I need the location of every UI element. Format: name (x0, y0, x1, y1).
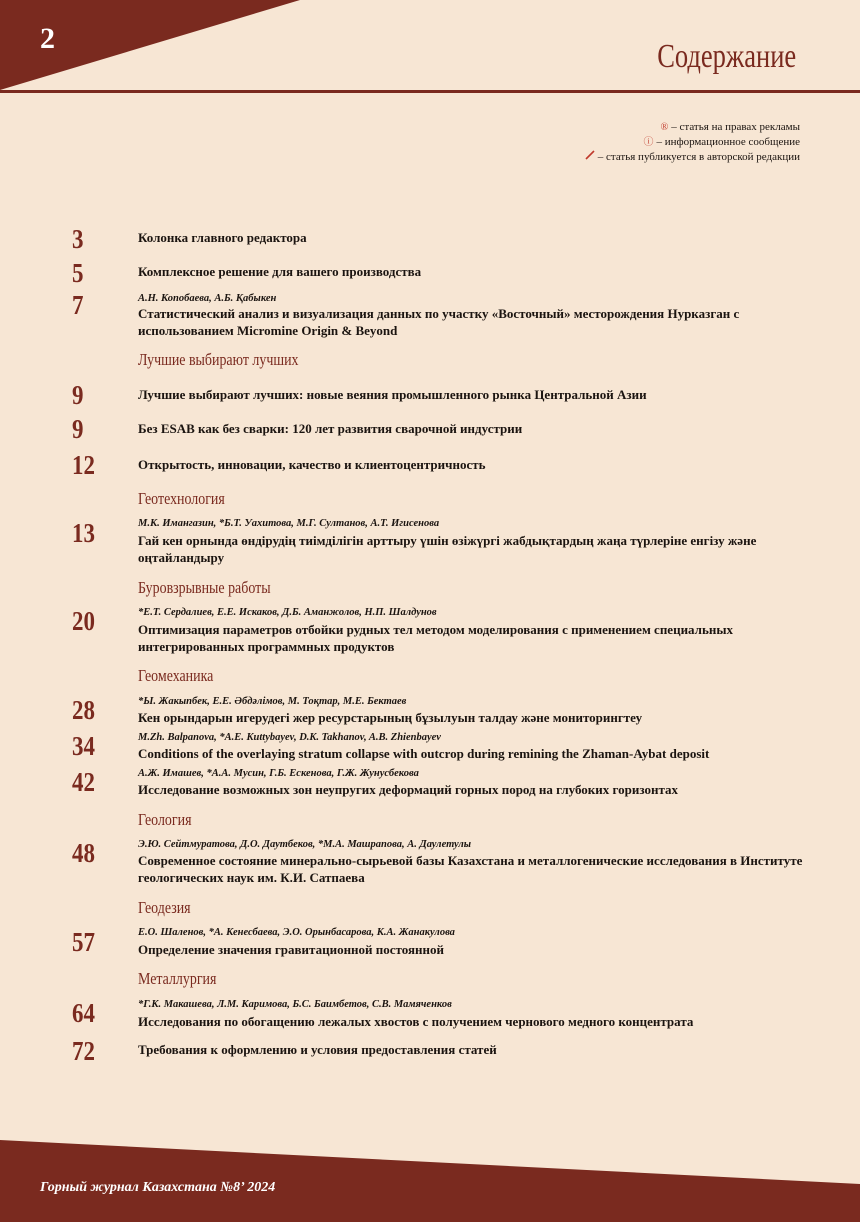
info-icon: ⓘ (643, 137, 654, 148)
toc-page-number: 5 (72, 258, 84, 288)
legend (585, 120, 800, 165)
toc-title[interactable]: Открытость, инновации, качество и клиентоцентричность (138, 457, 486, 472)
toc-title[interactable]: Гай кен орнында өндірудің тиімділігін арттыру үшін өзіжүргі жабдықтардың жаңа түрлеріне енгізу және оңтайландыру (138, 533, 757, 565)
toc-title[interactable]: Лучшие выбирают лучших: новые веяния промышленного рынка Центральной Азии (138, 387, 647, 402)
toc-page-number: 42 (72, 767, 95, 797)
toc-title[interactable]: Определение значения гравитационной постоянной (138, 942, 445, 957)
toc-page-number: 7 (72, 290, 84, 320)
section-heading: Металлургия (138, 969, 217, 988)
toc-authors: Э.Ю. Сейтмуратова, Д.О. Даутбеков, *М.А. Машрапова, А. Даулетулы (138, 839, 472, 850)
pen-icon (585, 150, 595, 160)
toc-authors: M.Zh. Balpanova, *A.E. Kuttybayev, D.K. Takhanov, A.B. Zhienbayev (138, 732, 441, 743)
toc-page-number: 12 (72, 450, 95, 480)
legend-item-author: – статья публикуется в авторской редакции (585, 150, 800, 165)
toc-title[interactable]: Колонка главного редактора (138, 230, 307, 245)
section-heading: Геомеханика (138, 666, 214, 685)
toc-page-number: 13 (72, 518, 95, 548)
toc-title[interactable]: Современное состояние минерально-сырьевой базы Казахстана и металлогенические исследования в Институте геологических наук им. К.И. Сатпаева (138, 853, 803, 885)
footer-journal-title: Горный журнал Казахстана №8’ 2024 (40, 1180, 276, 1195)
toc-title[interactable]: Исследования по обогащению лежалых хвостов с получением чернового медного концентрата (138, 1014, 694, 1029)
toc-page-number: 72 (72, 1036, 95, 1066)
toc-page-number: 9 (72, 414, 84, 444)
toc-page-number: 48 (72, 838, 95, 868)
section-heading: Лучшие выбирают лучших (138, 350, 299, 369)
toc-page-number: 20 (72, 606, 95, 636)
toc-authors: А.Н. Копобаева, А.Б. Қабыкен (138, 293, 277, 304)
section-heading: Геология (138, 810, 192, 829)
legend-item-ad: ® – статья на правах рекламы (660, 121, 800, 133)
toc-title[interactable]: Исследование возможных зон неупругих деформаций горных пород на глубоких горизонтах (138, 782, 679, 797)
section-heading: Буровзрывные работы (138, 578, 271, 597)
page-title: Содержание (657, 38, 796, 75)
toc-authors: М.К. Имангазин, *Б.Т. Уахитова, М.Г. Султанов, А.Т. Игисенова (138, 518, 440, 529)
ad-icon: ® (660, 122, 669, 133)
page-number: 2 (40, 22, 55, 55)
legend-item-info: ⓘ – информационное сообщение (643, 136, 800, 148)
toc-title[interactable]: Оптимизация параметров отбойки рудных тел методом моделирования с применением специальных интегрированных программных продуктов (138, 622, 733, 654)
toc-title[interactable]: Статистический анализ и визуализация данных по участку «Восточный» месторождения Нурказган с использованием Micromine Origin & Beyond (138, 306, 740, 338)
toc-page-number: 34 (72, 731, 95, 761)
toc-title[interactable]: Требования к оформлению и условия предоставления статей (138, 1042, 497, 1057)
toc-page-number: 57 (72, 927, 95, 957)
toc-page-number: 3 (72, 224, 84, 254)
toc-authors: *Г.К. Макашева, Л.М. Каримова, Б.С. Баимбетов, С.В. Мамяченков (138, 999, 452, 1010)
toc-title[interactable]: Conditions of the overlaying stratum collapse with outcrop during remining the Zhaman-Aybat deposit (138, 746, 710, 761)
toc-authors: *Е.Т. Сердалиев, Е.Е. Искаков, Д.Б. Аманжолов, Н.П. Шалдунов (138, 607, 437, 618)
toc-page-number: 64 (72, 998, 95, 1028)
toc-page-number: 9 (72, 380, 84, 410)
header-rule (0, 90, 860, 93)
toc-title[interactable]: Без ESAB как без сварки: 120 лет развития сварочной индустрии (138, 421, 523, 436)
toc-authors: *Ы. Жакыпбек, Е.Е. Әбдәлімов, М. Тоқтар, М.Е. Бектаев (138, 696, 407, 707)
toc-title[interactable]: Кен орындарын игерудегі жер ресурстарының бұзылуын талдау және мониторингтеу (138, 710, 643, 725)
toc-authors: Е.О. Шаленов, *А. Кенесбаева, Э.О. Орынбасарова, К.А. Жанакулова (138, 927, 455, 938)
section-heading: Геодезия (138, 898, 191, 917)
toc-authors: А.Ж. Имашев, *А.А. Мусин, Г.Б. Ескенова, Г.Ж. Жунусбекова (138, 768, 419, 779)
section-heading: Геотехнология (138, 489, 225, 508)
toc-title[interactable]: Комплексное решение для вашего производства (138, 264, 422, 279)
toc-page-number: 28 (72, 695, 95, 725)
